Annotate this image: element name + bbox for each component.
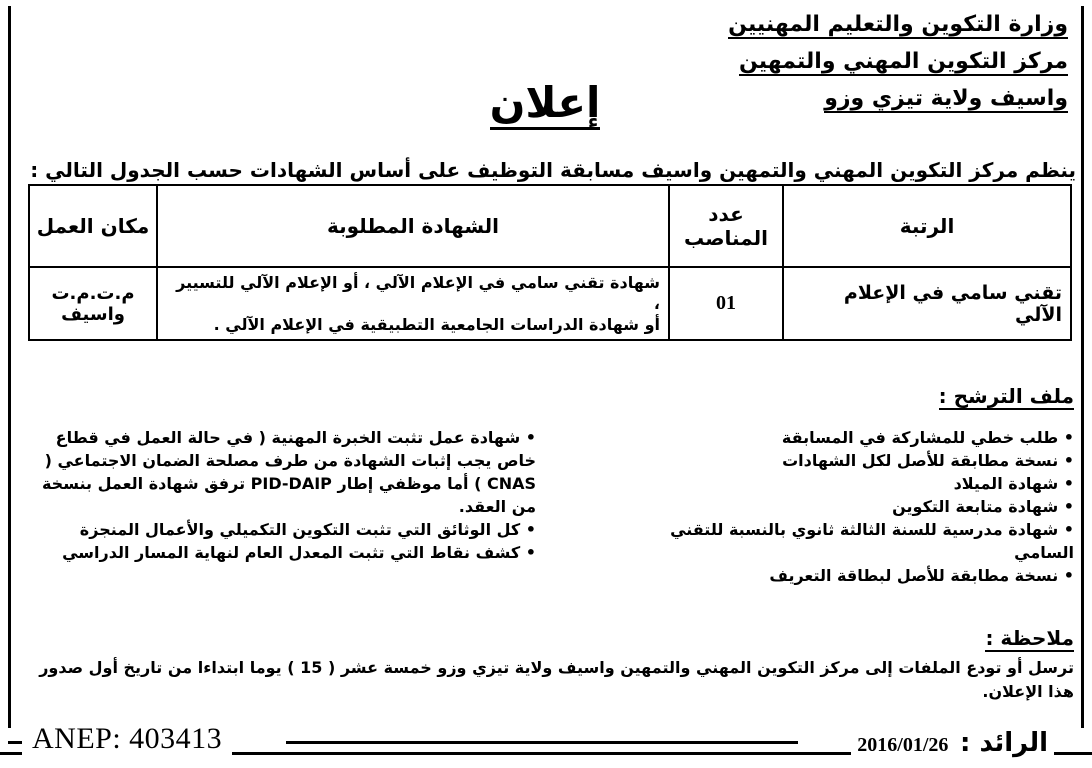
header-line-ministry: وزارة التكوين والتعليم المهنيين: [728, 12, 1068, 37]
documents-list-right: [634, 426, 1074, 587]
intro-text: ينظم مركز التكوين المهني والتمهين واسيف مسابقة التوظيف على أساس الشهادات حسب الجدول التالي :: [30, 158, 1076, 182]
header-line-location: واسيف ولاية تيزي وزو: [824, 86, 1068, 111]
note-heading: [985, 626, 1074, 650]
place-line-1: م.ت.م.ت: [51, 282, 135, 304]
header-count: عدد المناصب: [669, 185, 783, 267]
place-line-2: واسيف: [61, 303, 125, 325]
publication-source: [851, 728, 1054, 758]
header-line-center: مركز التكوين المهني والتمهين: [738, 49, 1068, 74]
header-cert: الشهادة المطلوبة: [157, 185, 669, 267]
publication-date: 2016/01/26: [857, 734, 949, 756]
page-title: [470, 78, 620, 127]
note-heading-text: ملاحظة :: [985, 626, 1074, 650]
header-rank: الرتبة: [783, 185, 1071, 267]
list-item: • طلب خطي للمشاركة في المسابقة: [634, 426, 1074, 449]
table-row: [29, 267, 1071, 340]
cell-cert: [157, 267, 669, 340]
ministry-header: [648, 6, 1068, 117]
footer-rule-middle: [286, 741, 798, 744]
application-heading-text: ملف الترشح :: [938, 384, 1074, 408]
application-heading: [939, 384, 1074, 408]
list-item: • نسخة مطابقة للأصل لكل الشهادات: [634, 449, 1074, 472]
page-title-text: إعلان: [490, 78, 601, 130]
list-item: • كشف نقاط التي تثبت المعدل العام لنهاية المسار الدراسي: [36, 541, 536, 564]
cell-count: 01: [669, 267, 783, 340]
list-item: • شهادة الميلاد: [634, 472, 1074, 495]
anep-reference: ANEP: 403413: [22, 722, 232, 756]
cert-line-2: أو شهادة الدراسات الجامعية التطبيقية في الإعلام الآلي .: [213, 315, 660, 334]
list-item: • شهادة عمل تثبت الخبرة المهنية ( في حالة العمل في قطاع خاص يجب إثبات الشهادة من طرف مصلحة الضمان الاجتماعي ( CNAS ) أما موظفي إطار PID-DAIP ترفق شهادة العمل بنسخة من العقد.: [36, 426, 536, 518]
table-header-row: [29, 185, 1071, 267]
list-item: • نسخة مطابقة للأصل لبطاقة التعريف: [634, 564, 1074, 587]
list-item: • كل الوثائق التي تثبت التكوين التكميلي والأعمال المنجزة: [36, 518, 536, 541]
positions-table: [28, 184, 1072, 341]
list-item: • شهادة متابعة التكوين: [634, 495, 1074, 518]
cell-rank: تقني سامي في الإعلام الآلي: [783, 267, 1071, 340]
cert-line-1: شهادة تقني سامي في الإعلام الآلي ، أو الإعلام الآلي للتسيير ،: [176, 273, 660, 313]
source-name: الرائد :: [960, 728, 1048, 758]
cell-place: [29, 267, 157, 340]
note-text: ترسل أو تودع الملفات إلى مركز التكوين المهني والتمهين واسيف ولاية تيزي وزو خمسة عشر ( 15 ) يوما ابتداءا من تاريخ أول صدور هذا الإعلان.: [39, 658, 1074, 701]
documents-list-left: [36, 426, 536, 564]
list-item: • شهادة مدرسية للسنة الثالثة ثانوي بالنسبة للتقني السامي: [634, 518, 1074, 564]
header-place: مكان العمل: [29, 185, 157, 267]
